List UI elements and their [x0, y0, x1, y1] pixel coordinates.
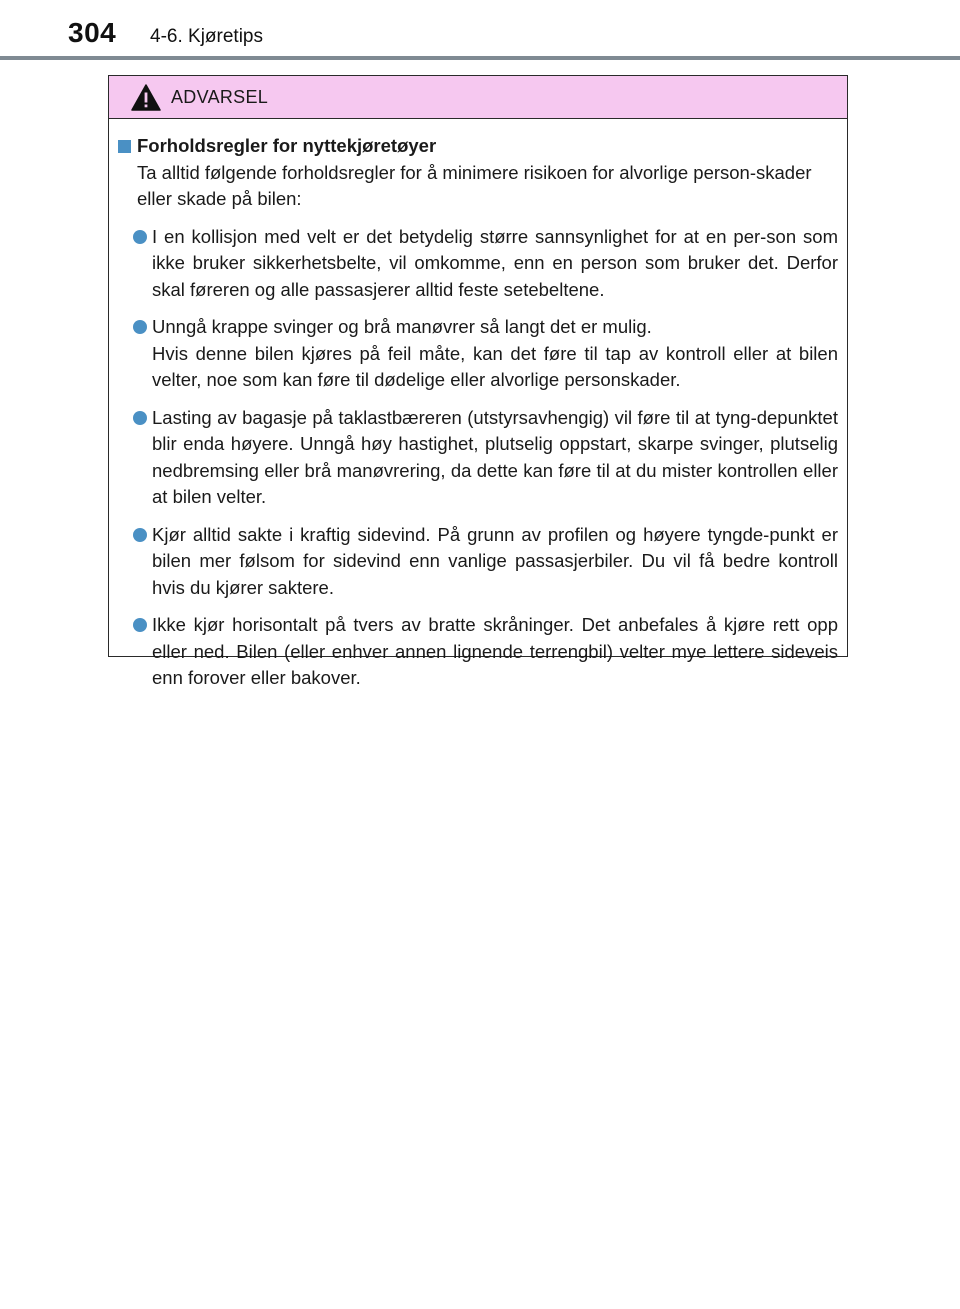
list-item-line: Hvis denne bilen kjøres på feil måte, kan det føre til tap av kontroll eller at bilen velter, noe som kan føre til dødelige eller alvorlige personskader.	[152, 342, 838, 390]
circle-bullet-icon	[133, 411, 147, 425]
list-item	[133, 314, 838, 394]
warning-triangle-icon	[131, 84, 161, 111]
list-item-text	[152, 224, 838, 304]
circle-bullet-icon	[133, 528, 147, 542]
list-item	[133, 224, 838, 304]
list-item-line: Unngå krappe svinger og brå manøvrer så langt det er mulig.	[152, 316, 652, 337]
list-item-text	[152, 405, 838, 511]
list-item-text	[152, 522, 838, 602]
list-item-line: Ikke kjør horisontalt på tvers av bratte skråninger. Det anbefales å kjøre rett opp eller ned. Bilen (eller enhver annen lignende terrengbil) velter mye lettere sideveis enn forover eller bakover.	[152, 614, 838, 688]
section-title: 4-6. Kjøretips	[150, 26, 263, 47]
list-item-line: Kjør alltid sakte i kraftig sidevind. På grunn av profilen og høyere tyngde-punkt er bilen mer følsom for sidevind enn vanlige passasjerbiler. Du vil få bedre kontroll hvis du kjører saktere.	[152, 523, 838, 598]
list-item	[133, 612, 838, 692]
warning-header	[109, 76, 847, 119]
subheading-text: Forholdsregler for nyttekjøretøyer	[137, 135, 437, 156]
warning-body	[109, 119, 847, 692]
page-header	[0, 0, 960, 60]
square-bullet-icon	[118, 140, 131, 153]
circle-bullet-icon	[133, 230, 147, 244]
list-item-text	[152, 314, 838, 394]
warning-intro: Ta alltid følgende forholdsregler for å minimere risikoen for alvorlige person-skader eller skade på bilen:	[137, 161, 812, 209]
circle-bullet-icon	[133, 618, 147, 632]
warning-box	[108, 75, 848, 688]
list-item	[133, 405, 838, 511]
circle-bullet-icon	[133, 320, 147, 334]
list-item	[133, 522, 838, 602]
list-item-line: I en kollisjon med velt er det betydelig større sannsynlighet for at en per-son som ikke bruker sikkerhetsbelte, vil omkomme, enn en person som bruker det. Derfor skal føreren og alle passasjerer alltid feste setebeltene.	[152, 225, 838, 300]
list-item-line: Lasting av bagasje på taklastbæreren (utstyrsavhengig) vil føre til at tyng-depunktet blir enda høyere. Unngå høy hastighet, plutselig oppstart, skarpe svinger, plutselig nedbremsing eller brå manøvrering, da dette kan føre til at du mister kontrollen eller at bilen velter.	[152, 406, 838, 507]
list-item-text	[152, 612, 838, 692]
warning-title: ADVARSEL	[171, 87, 269, 107]
header-divider	[0, 56, 960, 60]
warning-subheading	[118, 133, 838, 160]
page-number: 304	[68, 17, 117, 48]
